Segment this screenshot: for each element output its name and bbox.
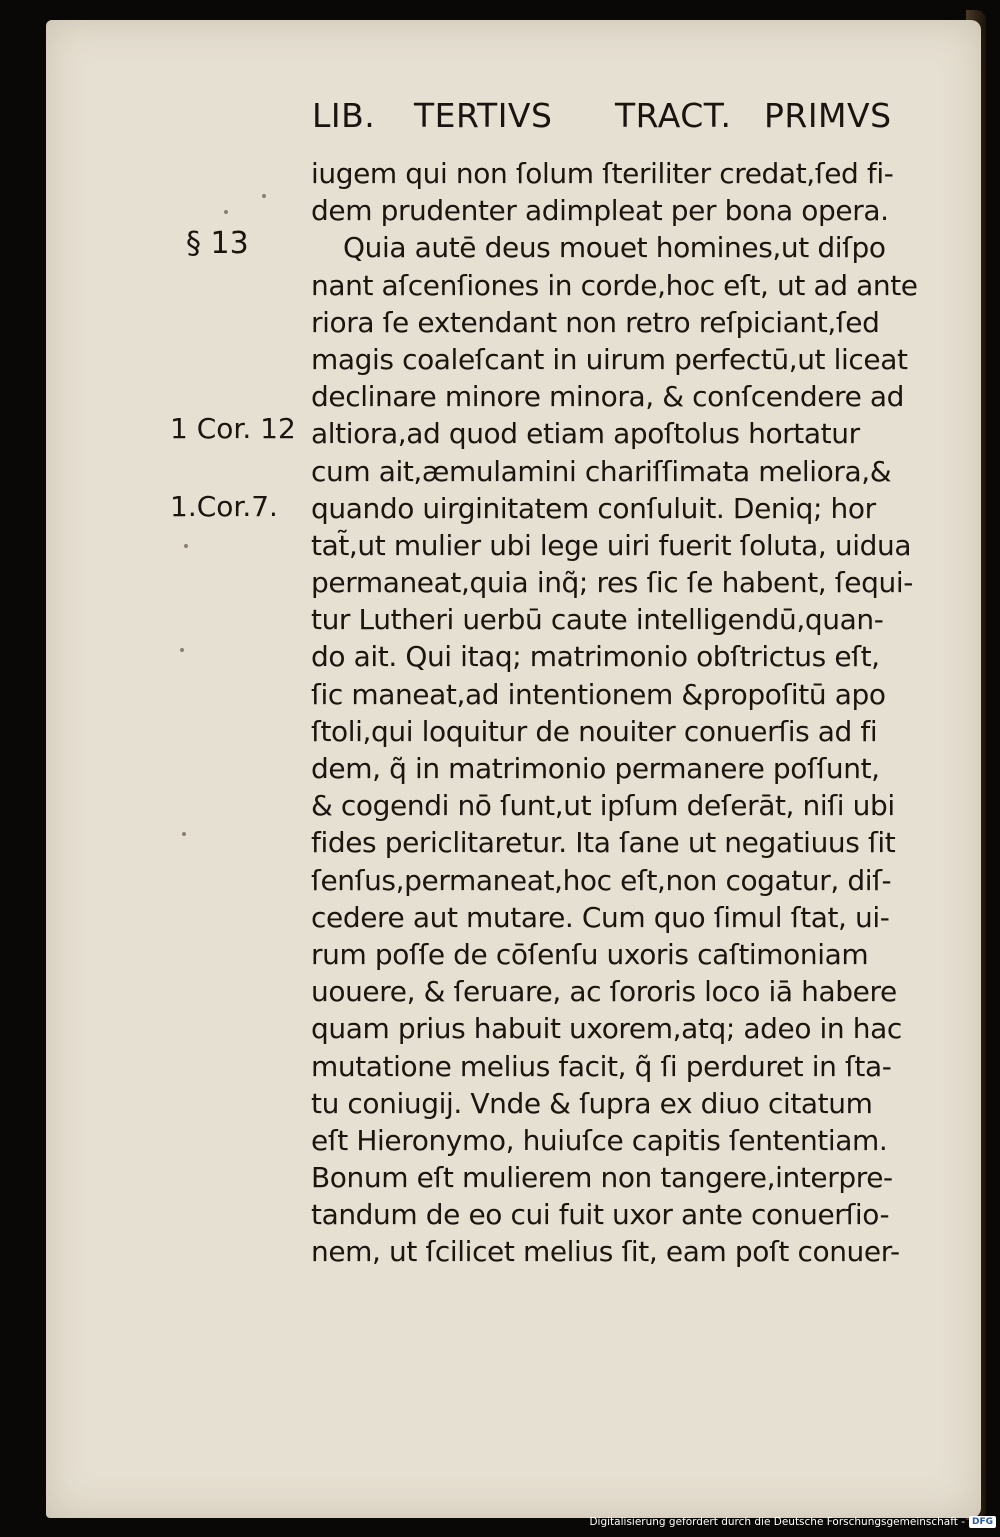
ink-speck <box>262 194 266 198</box>
ink-speck <box>184 544 188 548</box>
text-line: quando uirginitatem conſuluit. Deniq; hor <box>311 491 876 525</box>
text-line: tu coniugij. Vnde & ſupra ex diuo citatum <box>311 1086 873 1120</box>
text-line: rum poſſe de cōſenſu uxoris caſtimoniam <box>311 937 869 971</box>
text-line: altiora,ad quod etiam apoſtolus hortatur <box>311 417 860 451</box>
text-line: magis coaleſcant in uirum perfectū,ut liceat <box>311 342 908 376</box>
text-line: do ait. Qui itaq; matrimonio obſtrictus eſt, <box>311 640 880 674</box>
text-line: ſic maneat,ad intentionem &propoſitū apo <box>311 677 886 711</box>
dfg-logo: DFG <box>969 1516 996 1528</box>
margin-note-section: § 13 <box>186 226 249 261</box>
text-line: declinare minore minora, & conſcendere ad <box>311 380 905 414</box>
header-lib: LIB. <box>312 96 376 135</box>
text-line: tat̃,ut mulier ubi lege uiri fuerit ſoluta, uidua <box>311 528 912 562</box>
margin-note-cor12: 1 Cor. 12 <box>170 412 296 445</box>
digitization-credit <box>589 1513 996 1531</box>
text-line: riora ſe extendant non retro reſpiciant,ſed <box>311 305 880 339</box>
text-line: tur Lutheri uerbū caute intelligendū,quan- <box>311 603 884 637</box>
text-line: mutatione melius facit, q̃ ſi perduret in ſta- <box>311 1049 892 1083</box>
text-line: nem, ut ſcilicet melius ſit, eam poſt conuer- <box>311 1235 900 1269</box>
text-line: dem prudenter adimpleat per bona opera. <box>311 194 889 228</box>
text-line: Quia autē deus mouet homines,ut diſpo <box>343 231 886 265</box>
text-line: eſt Hieronymo, huiuſce capitis ſententiam. <box>311 1123 888 1157</box>
header-tract: TRACT. <box>615 96 732 135</box>
body-text <box>311 155 933 1271</box>
text-line: tandum de eo cui fuit uxor ante conuerſio- <box>311 1198 890 1232</box>
text-line: iugem qui non ſolum ſteriliter credat,ſed fi- <box>311 157 894 190</box>
margin-note-cor7: 1.Cor.7. <box>170 490 278 523</box>
text-line: dem, q̃ in matrimonio permanere poſſunt, <box>311 752 880 785</box>
text-line: cedere aut mutare. Cum quo ſimul ſtat, ui- <box>311 900 890 934</box>
text-line: fides periclitaretur. Ita ſane ut negatiuus ſit <box>311 826 896 860</box>
ink-speck <box>180 648 184 652</box>
text-line: quam prius habuit uxorem,atq; adeo in hac <box>311 1012 902 1046</box>
text-line: uouere, & ſeruare, ac ſororis loco iā habere <box>311 975 897 1009</box>
ink-speck <box>224 210 228 214</box>
credit-text: Digitalisierung gefördert durch die Deutsche Forschungsgemeinschaft - <box>589 1516 965 1528</box>
text-line: Bonum eſt mulierem non tangere,interpre- <box>311 1161 893 1195</box>
text-line: permaneat,quia inq̃; res ſic ſe habent, ſequi- <box>311 566 913 600</box>
ink-speck <box>182 832 186 836</box>
running-header <box>312 96 932 146</box>
text-line: & cogendi nō ſunt,ut ipſum deſerāt, niſi ubi <box>311 789 895 823</box>
header-tertius: TERTIVS <box>414 96 553 135</box>
text-line: cum ait,æmulamini chariſſimata meliora,& <box>311 454 892 488</box>
text-line: ſenſus,permaneat,hoc eſt,non cogatur, diſ- <box>311 863 892 897</box>
text-line: nant aſcenſiones in corde,hoc eſt, ut ad ante <box>311 268 918 302</box>
text-line: ſtoli,qui loquitur de nouiter conuerſis ad fi <box>311 714 878 748</box>
header-primus: PRIMVS <box>764 96 892 135</box>
